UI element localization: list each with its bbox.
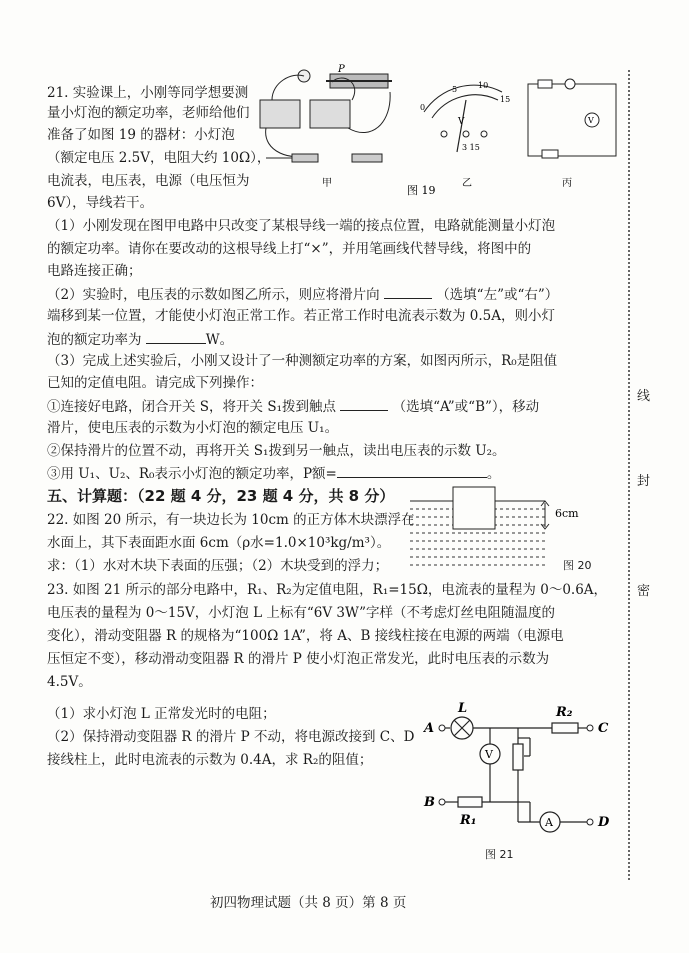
text: （2）实验时，电压表的示数如图乙所示，则应将滑片向 [47,287,380,303]
text: 泡的额定功率为 [47,332,142,348]
q23-line: 4.5V。 [47,674,92,690]
fig19-label-jia: 甲 [322,178,332,189]
text: （选填“A”或“B”），移动 [392,399,540,415]
text: （选填“左”或“右”） [436,287,559,303]
q21-part3: 已知的定值电阻。请完成下列操作： [47,375,263,391]
q21-line: 电流表，电压表，电源（电压恒为 [47,173,250,189]
fig19-label-p: P [338,64,345,75]
fig19-apparatus [260,70,392,162]
fig19-label-bing: 丙 [562,178,572,189]
text: ①连接好电路，闭合开关 S，将开关 S₁拨到触点 [47,399,336,415]
q21-part2 [47,284,558,305]
fig21-terminal-a: A [424,721,435,736]
fig21-terminal-c: C [598,721,609,736]
r2-resistor [552,723,578,733]
q21-step1 [47,396,539,417]
q21-line: 6V），导线若干。 [47,195,154,211]
binding-char: 密 [637,584,651,599]
fig19-tick: 0 [420,103,426,112]
q21-step3 [47,463,500,484]
fig19-tick: 5 [452,85,458,94]
page-footer: 初四物理试题（共 8 页）第 8 页 [210,895,407,911]
q21-step1: 滑片，使电压表的示数为小灯泡的额定电压 U₁。 [47,420,339,436]
q23-line: 压恒定不变），移动滑动变阻器 R 的滑片 P 使小灯泡正常发光，此时电压表的示数为 [47,651,550,667]
fig21-terminal-d: D [598,815,610,830]
text: 。 [486,466,501,482]
text: ③用 U₁、U₂、R₀表示小灯泡的额定功率，P额= [47,466,337,482]
q21-line: 21. 实验课上，小刚等同学想要测 [47,85,249,101]
binding-char: 封 [637,474,651,489]
fig21-voltmeter-label: V [485,748,493,761]
fig19-caption: 图 19 [407,184,436,197]
q23-line: 变化），滑动变阻器 R 的规格为“100Ω 1A”，将 A、B 接线柱接在电源的两端（电源电 [47,628,564,644]
q23-question: （1）求小灯泡 L 正常发光时的电阻； [47,706,276,722]
q22-line: 22. 如图 20 所示，有一块边长为 10cm 的正方体木块漂浮在 [47,512,415,528]
fig19-meter-v: V [588,116,594,125]
q21-part2: 端移到某一位置，才能使小灯泡正常工作。若正常工作时电流表示数为 0.5A，则小灯 [47,308,556,324]
q21-line: 准备了如图 19 的器材：小灯泡 [47,127,235,143]
fig19-unit: V [458,117,465,127]
answer-blank[interactable] [340,396,388,411]
q21-part1: （1）小刚发现在图甲电路中只改变了某根导线一端的接点位置，电路就能测量小灯泡 [47,218,556,234]
figure-19 [252,62,624,202]
section-heading: 五、计算题：（22 题 4 分，23 题 4 分，共 8 分） [47,487,395,505]
fig21-label-l: L [458,701,468,716]
fig21-label-r1: R₁ [460,813,477,828]
fig19-circuit [528,79,616,158]
answer-blank[interactable] [146,329,206,344]
q23-question: （2）保持滑动变阻器 R 的滑片 P 不动，将电源改接到 C、D [47,729,415,745]
q21-line: 量小灯泡的额定功率，老师给他们 [47,105,250,121]
rheostat [513,744,523,770]
text: W。 [205,332,234,348]
q21-part1: 的额定功率。请你在要改动的这根导线上打“×”，并用笔画线代替导线，将图中的 [47,241,532,257]
q23-line: 23. 如图 21 所示的部分电路中，R₁、R₂为定值电阻，R₁=15Ω，电流表的量程为 0～0.6A， [47,582,608,598]
answer-blank[interactable] [337,463,487,478]
fig20-dim: 6cm [555,507,579,520]
answer-blank[interactable] [384,284,432,299]
fig21-terminal-b: B [424,795,435,810]
q23-question: 接线柱上，此时电流表的示数为 0.4A，求 R₂的阻值； [47,752,373,768]
q22-line: 求：（1）水对木块下表面的压强；（2）木块受到的浮力； [47,558,389,574]
fig21-caption: 图 21 [485,848,514,861]
fig19-terminals: 3 15 [462,143,480,152]
wood-block [453,487,495,529]
q21-part3: （3）完成上述实验后，小刚又设计了一种测额定功率的方案，如图丙所示，R₀是阻值 [47,353,558,369]
fig20-caption: 图 20 [563,559,592,572]
r1-resistor [458,797,482,807]
q21-line: （额定电压 2.5V，电阻大约 10Ω）， [47,150,271,166]
fig19-tick: 10 [478,81,489,90]
figure-21 [420,698,620,838]
fig19-tick: 15 [500,95,511,104]
binding-char: 线 [637,389,651,404]
q23-line: 电压表的量程为 0～15V，小灯泡 L 上标有“6V 3W”字样（不考虑灯丝电阻随温度的 [47,605,556,621]
fig21-label-r2: R₂ [556,705,573,720]
fig21-ammeter-label: A [545,816,553,829]
q21-step2: ②保持滑片的位置不动，再将开关 S₁拨到另一触点，读出电压表的示数 U₂。 [47,443,506,459]
fig19-label-yi: 乙 [462,178,472,189]
q21-part2 [47,329,233,350]
q22-line: 水面上，其下表面距水面 6cm（ρ水=1.0×10³kg/m³）。 [47,535,391,551]
q21-part1: 电路连接正确； [47,263,142,279]
